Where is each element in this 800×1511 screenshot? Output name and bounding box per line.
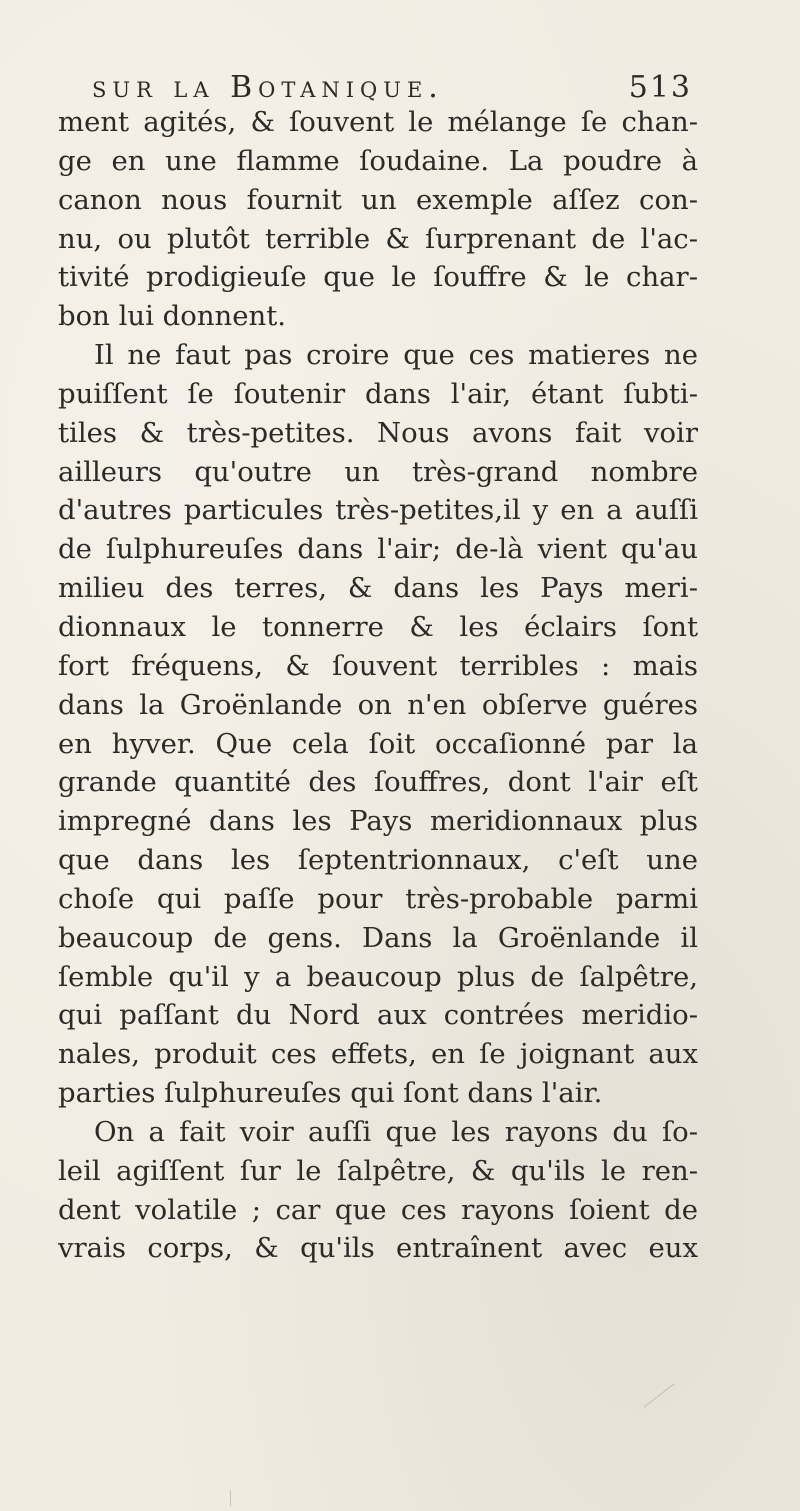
text-line-23: ſemble qu'il y a beaucoup plus de ſalpêtre, — [58, 960, 698, 993]
text-line-30: vrais corps, & qu'ils entraînent avec eux — [58, 1232, 698, 1265]
body-text — [58, 103, 698, 1268]
text-line-12: de ſulphureuſes dans l'air; de-là vient qu'au — [58, 533, 698, 566]
text-line-16: dans la Groënlande on n'en obſerve guéres — [58, 688, 698, 721]
text-line-3: canon nous fournit un exemple aſſez con- — [58, 183, 698, 216]
text-line-10: ailleurs qu'outre un très-grand nombre — [58, 455, 698, 488]
text-line-22: beaucoup de gens. Dans la Groënlande il — [58, 921, 698, 954]
text-line-7: Il ne faut pas croire que ces matieres ne — [94, 339, 698, 372]
text-line-11: d'autres particules très-petites,il y en a auſſi — [58, 494, 698, 527]
page-number: 513 — [628, 70, 692, 105]
text-line-18: grande quantité des ſouffres, dont l'air eſt — [58, 766, 698, 799]
text-line-9: tiles & très-petites. Nous avons fait voir — [58, 416, 698, 449]
paper-scratch-mark — [644, 1383, 675, 1407]
text-line-27: On a fait voir auſſi que les rayons du ſo- — [94, 1115, 698, 1148]
running-title: sur la Botanique. — [92, 70, 444, 105]
paper-speck-mark — [230, 1490, 231, 1506]
text-line-17: en hyver. Que cela ſoit occaſionné par la — [58, 727, 698, 760]
text-line-2: ge en une flamme ſoudaine. La poudre à — [58, 144, 698, 177]
text-line-21: choſe qui paſſe pour très-probable parmi — [58, 882, 698, 915]
text-line-13: milieu des terres, & dans les Pays meri- — [58, 572, 698, 605]
text-line-6: bon lui donnent. — [58, 300, 287, 333]
text-line-5: tivité prodigieuſe que le ſouffre & le char- — [58, 261, 698, 294]
text-line-24: qui paſſant du Nord aux contrées meridio- — [58, 999, 698, 1032]
text-line-26: parties ſulphureuſes qui ſont dans l'air. — [58, 1077, 603, 1110]
text-line-29: dent volatile ; car que ces rayons ſoient de — [58, 1193, 698, 1226]
text-line-14: dionnaux le tonnerre & les éclairs ſont — [58, 610, 698, 643]
text-line-8: puiſſent ſe ſoutenir dans l'air, étant ſubti- — [58, 377, 698, 410]
text-line-1: ment agités, & ſouvent le mélange ſe chan- — [58, 106, 698, 138]
text-line-19: impregné dans les Pays meridionnaux plus — [58, 805, 698, 838]
text-line-20: que dans les ſeptentrionnaux, c'eſt une — [58, 844, 698, 877]
text-line-15: fort fréquens, & ſouvent terribles : mais — [58, 649, 698, 682]
text-line-28: leil agiſſent ſur le ſalpêtre, & qu'ils le ren- — [58, 1154, 698, 1187]
text-line-4: nu, ou plutôt terrible & ſurprenant de l'ac- — [58, 222, 698, 255]
text-line-25: nales, produit ces effets, en ſe joignant aux — [58, 1038, 698, 1071]
